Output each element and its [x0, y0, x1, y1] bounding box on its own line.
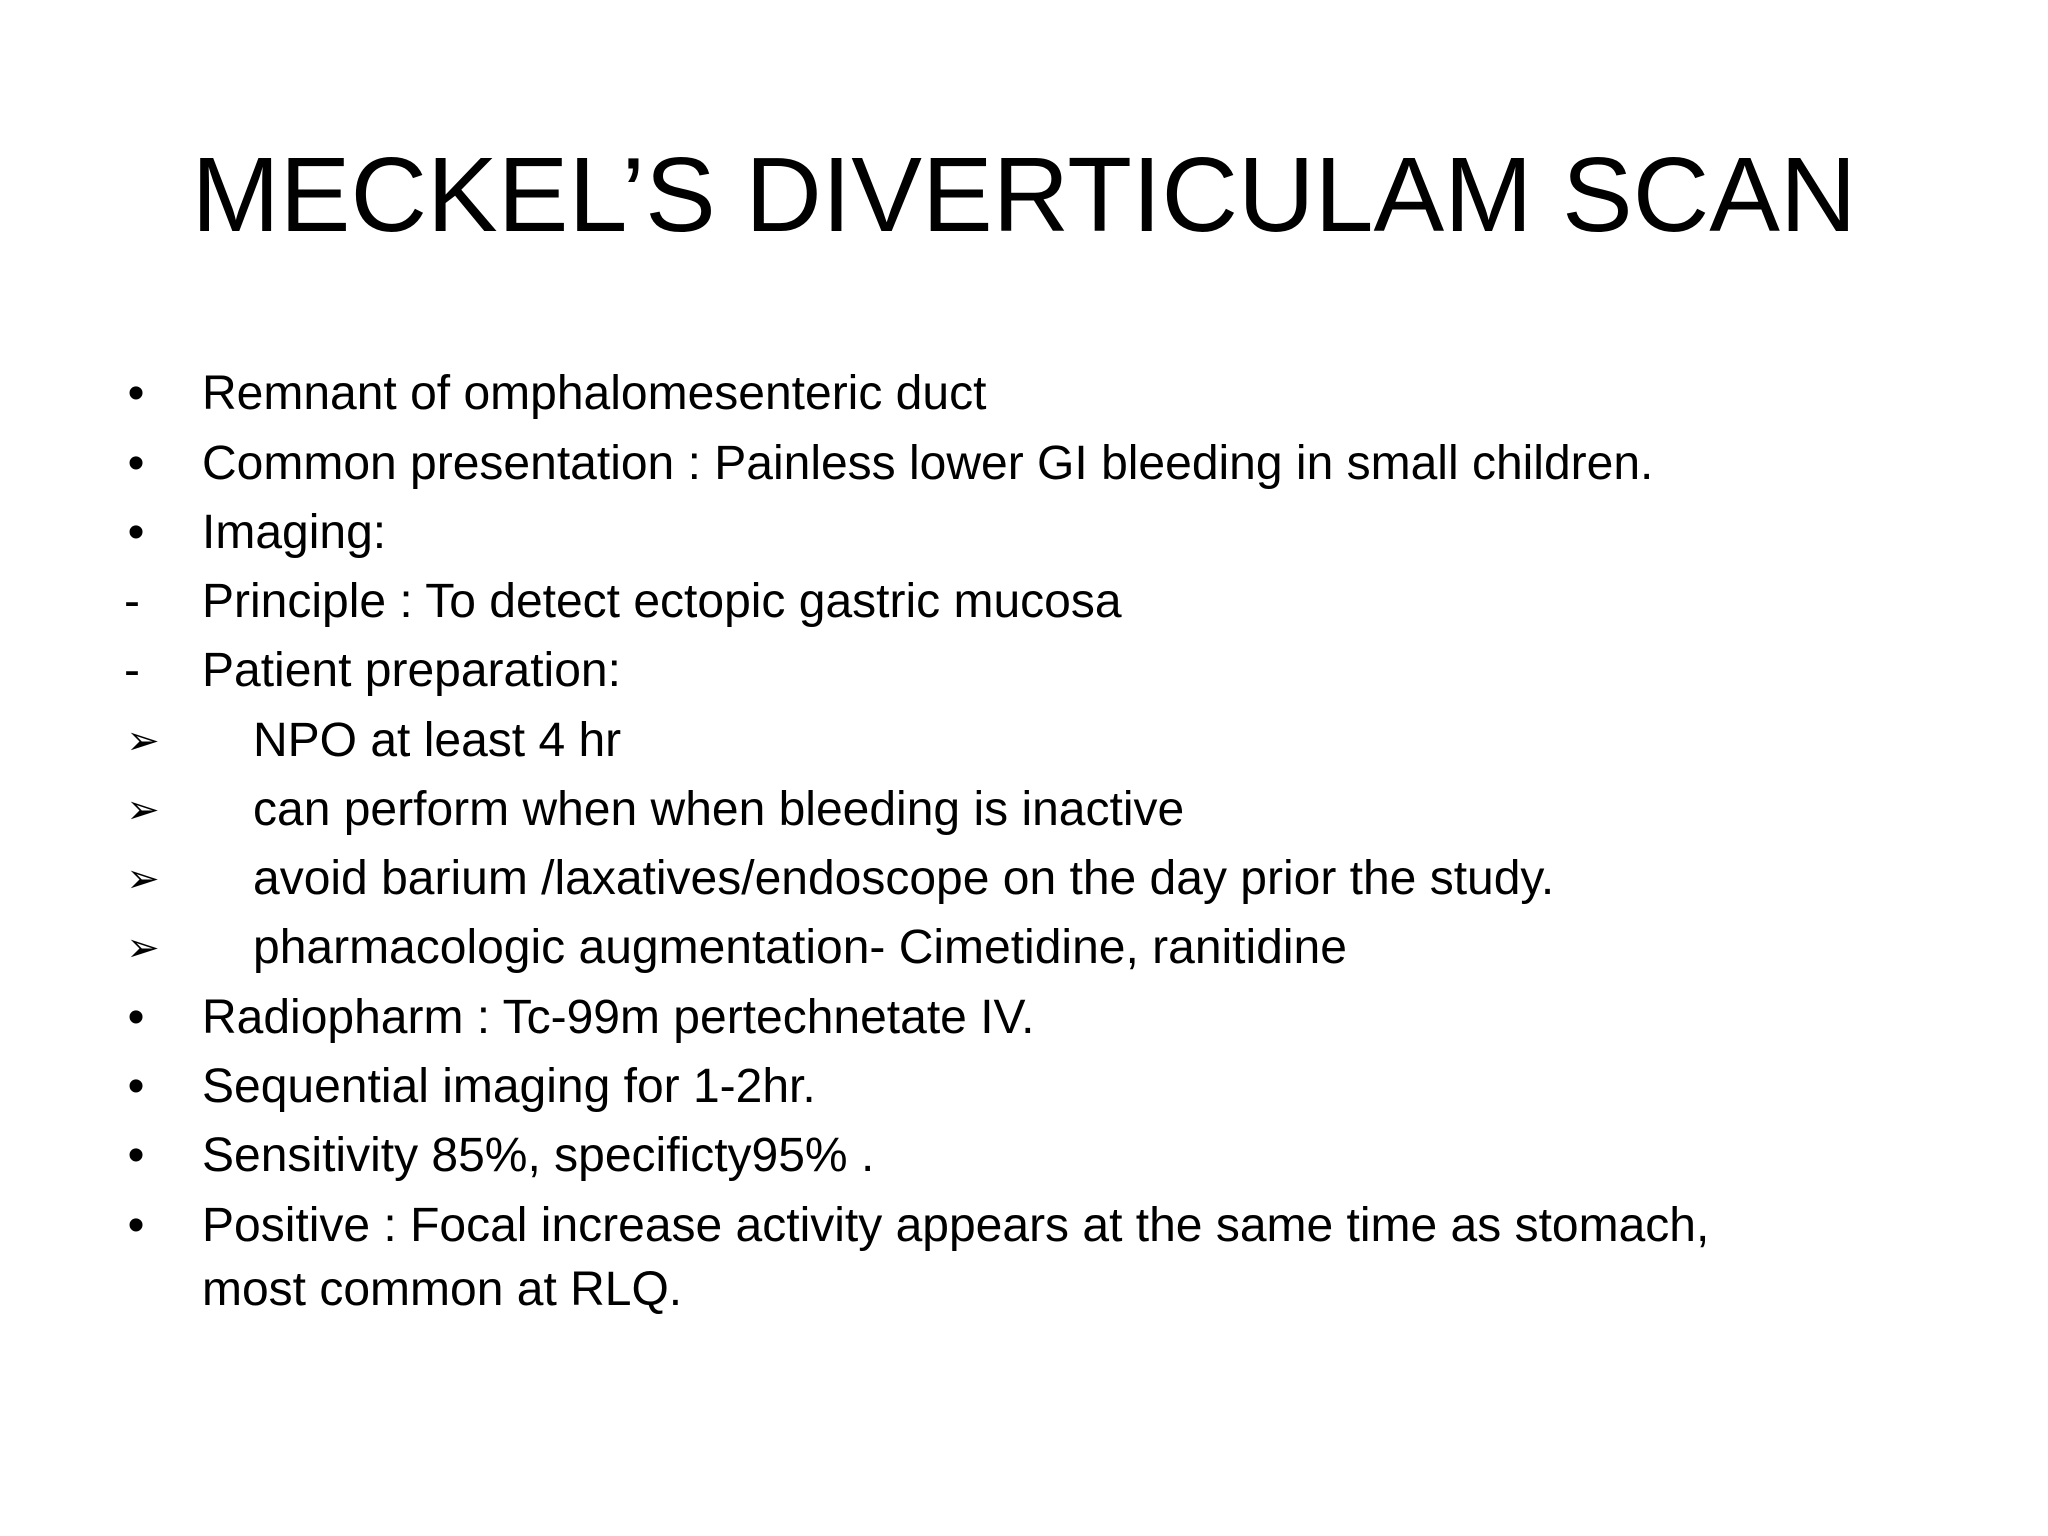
list-item-continuation: most common at RLQ. [202, 1263, 683, 1316]
arrow-bullet-icon: ➢ [126, 719, 160, 763]
bullet-icon: • [127, 1199, 145, 1252]
list-item [0, 709, 2048, 773]
list-item [0, 1124, 2048, 1188]
list-item [0, 847, 2048, 911]
list-item-text: Radiopharm : Tc-99m pertechnetate IV. [202, 991, 1035, 1044]
arrow-bullet-icon: ➢ [126, 926, 160, 970]
bullet-icon: • [127, 367, 145, 420]
bullet-icon: • [127, 1060, 145, 1113]
arrow-bullet-icon: ➢ [126, 857, 160, 901]
list-item-text: NPO at least 4 hr [253, 714, 622, 767]
list-item [0, 570, 2048, 634]
list-item [0, 778, 2048, 842]
list-item-text: can perform when when bleeding is inactive [253, 783, 1185, 836]
bullet-icon: • [127, 1129, 145, 1182]
list-item-text: Principle : To detect ectopic gastric mucosa [202, 575, 1122, 628]
list-item-text: avoid barium /laxatives/endoscope on the day prior the study. [253, 852, 1555, 905]
list-item-text: Sequential imaging for 1-2hr. [202, 1060, 816, 1113]
list-item [0, 1194, 2048, 1322]
list-item-text: Sensitivity 85%, specificty95% . [202, 1129, 875, 1182]
bullet-icon: • [127, 991, 145, 1044]
list-item [0, 362, 2048, 426]
list-item-text: Common presentation : Painless lower GI bleeding in small children. [202, 437, 1654, 490]
bullet-icon: • [127, 437, 145, 490]
dash-icon: - [124, 644, 140, 697]
arrow-bullet-icon: ➢ [126, 788, 160, 832]
list-item [0, 501, 2048, 565]
list-item-text: pharmacologic augmentation- Cimetidine, ranitidine [253, 921, 1347, 974]
list-item [0, 986, 2048, 1050]
list-item-text: Patient preparation: [202, 644, 621, 697]
bullet-icon: • [127, 506, 145, 559]
list-item [0, 432, 2048, 496]
list-item-text: Positive : Focal increase activity appears at the same time as stomach, [202, 1199, 1710, 1252]
list-item-text: Imaging: [202, 506, 387, 559]
dash-icon: - [124, 575, 140, 628]
list-item [0, 916, 2048, 980]
list-item-text: Remnant of omphalomesenteric duct [202, 367, 987, 420]
list-item [0, 1055, 2048, 1119]
slide-title: MECKEL’S DIVERTICULAM SCAN [191, 136, 1857, 254]
list-item [0, 639, 2048, 703]
